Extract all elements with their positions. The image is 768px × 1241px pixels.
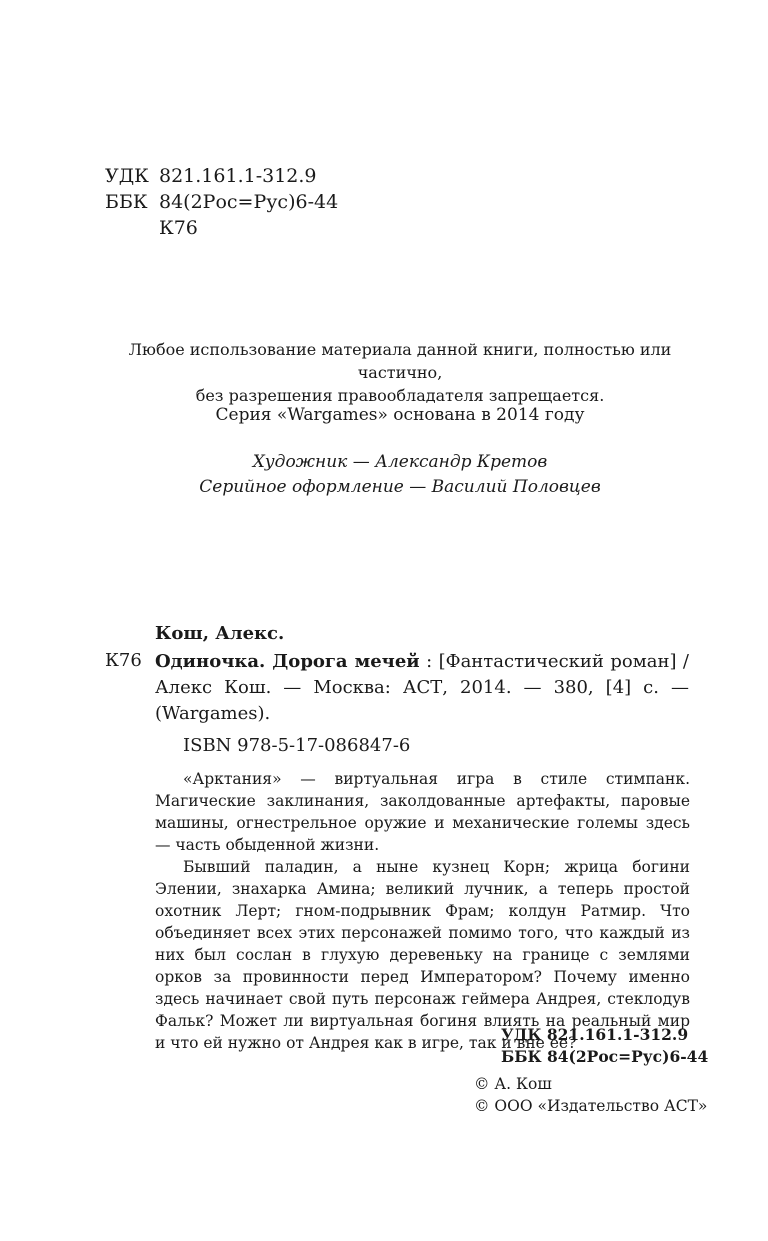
udk-value: 821.161.1-312.9 [159, 165, 317, 187]
copyright-notice [100, 338, 700, 407]
credits [100, 450, 700, 500]
record-author: Кош, Алекс. [155, 623, 285, 644]
udk-label: УДК [105, 165, 149, 187]
footer-bbk: ББК 84(2Рос=Рус)6-44 [501, 1047, 709, 1066]
footer-codes [501, 1024, 708, 1068]
copyright-block [474, 1073, 707, 1117]
book-description: : [Фантастический роман] / Алекс Кош. — Москва: АСТ, 2014. — 380, [4] с. — (Wargames). [155, 651, 689, 724]
bbk-label: ББК [105, 191, 148, 213]
bbk-value: 84(2Рос=Рус)6-44 [159, 191, 339, 213]
bbk-line [105, 189, 338, 215]
artist-credit: Художник — Александр Кретов [252, 452, 548, 472]
udk-line [105, 163, 317, 189]
design-credit: Серийное оформление — Василий Половцев [199, 477, 601, 497]
annotation-paragraph-2: Бывший паладин, а ныне кузнец Корн; жрица богини Элении, знахарка Амина; великий лучник, а теперь простой охотник Лерт; гном-подрывник Фрам; колдун Ратмир. Что объединяет всех этих персонажей помимо того, что каждый из них был сослан в глухую деревеньку на границе с землями орков за провинности перед Императором? Почему именно здесь начинает свой путь персонаж геймера Андрея, стеклодув Фальк? Может ли виртуальная богиня влиять на реальный мир и что ей нужно от Андрея как в игре, так и вне ее? [155, 858, 690, 1052]
series-note: Серия «Wargames» основана в 2014 году [215, 405, 585, 425]
copyright-author: © А. Кош [474, 1075, 552, 1093]
annotation [155, 768, 690, 1054]
notice-line-2: без разрешения правообладателя запрещается. [195, 386, 605, 405]
record-mark: К76 [105, 650, 142, 671]
author-mark: К76 [159, 217, 198, 239]
book-title: Одиночка. Дорога мечей [155, 651, 420, 672]
isbn: ISBN 978-5-17-086847-6 [183, 735, 411, 756]
notice-line-1: Любое использование материала данной книги, полностью или частично, [128, 340, 672, 382]
annotation-paragraph-1: «Арктания» — виртуальная игра в стиле стимпанк. Магические заклинания, заколдованные артефакты, паровые машины, огнестрельное оружие и механические големы здесь — часть обыденной жизни. [155, 770, 690, 854]
bibliographic-description [155, 649, 689, 727]
copyright-publisher: © ООО «Издательство АСТ» [474, 1097, 708, 1115]
footer-udk: УДК 821.161.1-312.9 [501, 1025, 689, 1044]
